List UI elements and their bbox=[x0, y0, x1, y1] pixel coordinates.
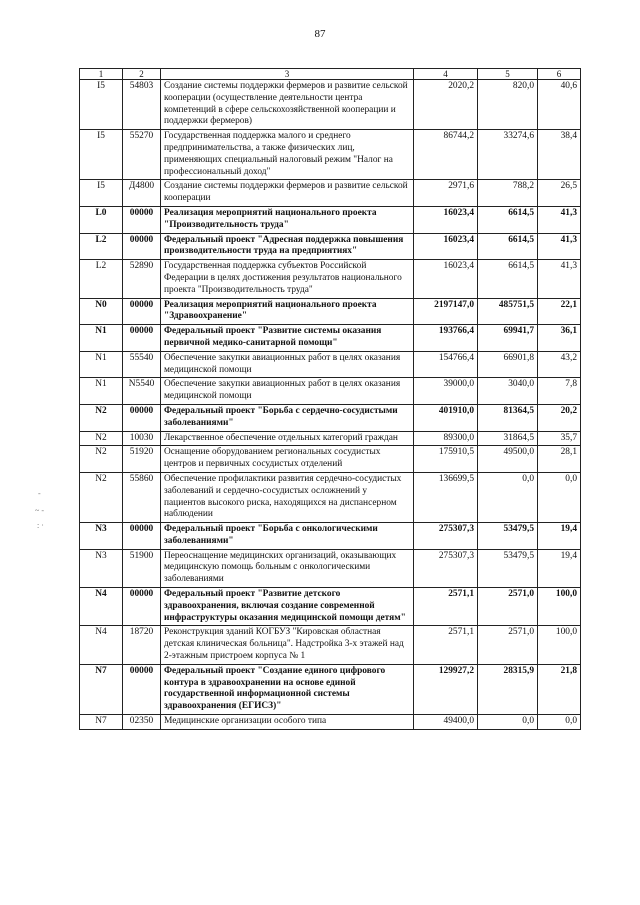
percent-cell: 7,8 bbox=[538, 378, 581, 405]
executed-amount-cell: 31864,5 bbox=[478, 431, 538, 446]
table-row bbox=[80, 378, 581, 405]
description-cell: Лекарственное обеспечение отдельных категорий граждан bbox=[161, 431, 414, 446]
budget-table bbox=[79, 68, 581, 730]
description-cell: Федеральный проект "Борьба с онкологическими заболеваниями" bbox=[161, 523, 414, 550]
table-row bbox=[80, 404, 581, 431]
program-code-cell: N3 bbox=[80, 549, 123, 587]
table-row bbox=[80, 626, 581, 664]
expense-code-cell: 00000 bbox=[123, 523, 161, 550]
description-cell: Переоснащение медицинских организаций, оказывающих медицинскую помощь больным с онкологическими заболеваниями bbox=[161, 549, 414, 587]
planned-amount-cell: 136699,5 bbox=[414, 472, 478, 522]
description-cell: Реконструкция зданий КОГБУЗ "Кировская областная детская клиническая больница". Надстройка 3-х этажей над 2-этажным пристроем корпуса № 1 bbox=[161, 626, 414, 664]
column-header-2: 2 bbox=[123, 69, 161, 80]
program-code-cell: N1 bbox=[80, 378, 123, 405]
column-header-4: 4 bbox=[414, 69, 478, 80]
percent-cell: 43,2 bbox=[538, 351, 581, 378]
executed-amount-cell: 33274,6 bbox=[478, 130, 538, 180]
expense-code-cell: 10030 bbox=[123, 431, 161, 446]
program-code-cell: I5 bbox=[80, 130, 123, 180]
executed-amount-cell: 69941,7 bbox=[478, 325, 538, 352]
expense-code-cell: 55540 bbox=[123, 351, 161, 378]
percent-cell: 20,2 bbox=[538, 404, 581, 431]
percent-cell: 35,7 bbox=[538, 431, 581, 446]
executed-amount-cell: 2571,0 bbox=[478, 588, 538, 626]
table-row bbox=[80, 588, 581, 626]
description-cell: Федеральный проект "Создание единого цифрового контура в здравоохранении на основе единой государственной информационной системы здравоохранения (ЕГИСЗ)" bbox=[161, 664, 414, 714]
program-code-cell: N2 bbox=[80, 404, 123, 431]
page-number: 87 bbox=[314, 28, 326, 40]
expense-code-cell: 52890 bbox=[123, 260, 161, 298]
percent-cell: 26,5 bbox=[538, 180, 581, 207]
percent-cell: 100,0 bbox=[538, 588, 581, 626]
percent-cell: 19,4 bbox=[538, 549, 581, 587]
table-row bbox=[80, 180, 581, 207]
expense-code-cell: 02350 bbox=[123, 715, 161, 730]
column-header-6: 6 bbox=[538, 69, 581, 80]
expense-code-cell: Д4800 bbox=[123, 180, 161, 207]
description-cell: Государственная поддержка субъектов Российской Федерации в целях достижения результатов национального проекта "Производительность труда" bbox=[161, 260, 414, 298]
percent-cell: 36,1 bbox=[538, 325, 581, 352]
executed-amount-cell: 53479,5 bbox=[478, 523, 538, 550]
percent-cell: 40,6 bbox=[538, 80, 581, 130]
description-cell: Создание системы поддержки фермеров и развитие сельской кооперации bbox=[161, 180, 414, 207]
expense-code-cell: 51920 bbox=[123, 446, 161, 473]
planned-amount-cell: 275307,3 bbox=[414, 549, 478, 587]
percent-cell: 22,1 bbox=[538, 298, 581, 325]
percent-cell: 100,0 bbox=[538, 626, 581, 664]
description-cell: Реализация мероприятий национального проекта "Здравоохранение" bbox=[161, 298, 414, 325]
percent-cell: 41,3 bbox=[538, 206, 581, 233]
expense-code-cell: 00000 bbox=[123, 404, 161, 431]
table-row bbox=[80, 351, 581, 378]
program-code-cell: N0 bbox=[80, 298, 123, 325]
executed-amount-cell: 6614,5 bbox=[478, 260, 538, 298]
program-code-cell: N3 bbox=[80, 523, 123, 550]
executed-amount-cell: 6614,5 bbox=[478, 206, 538, 233]
table-header-row bbox=[80, 69, 581, 80]
program-code-cell: I5 bbox=[80, 80, 123, 130]
table-row bbox=[80, 130, 581, 180]
expense-code-cell: 00000 bbox=[123, 588, 161, 626]
planned-amount-cell: 16023,4 bbox=[414, 260, 478, 298]
table-row bbox=[80, 523, 581, 550]
percent-cell: 0,0 bbox=[538, 715, 581, 730]
executed-amount-cell: 2571,0 bbox=[478, 626, 538, 664]
expense-code-cell: 00000 bbox=[123, 206, 161, 233]
program-code-cell: N2 bbox=[80, 472, 123, 522]
executed-amount-cell: 788,2 bbox=[478, 180, 538, 207]
program-code-cell: L0 bbox=[80, 206, 123, 233]
program-code-cell: N2 bbox=[80, 431, 123, 446]
percent-cell: 41,3 bbox=[538, 260, 581, 298]
planned-amount-cell: 2571,1 bbox=[414, 588, 478, 626]
executed-amount-cell: 820,0 bbox=[478, 80, 538, 130]
executed-amount-cell: 485751,5 bbox=[478, 298, 538, 325]
program-code-cell: N7 bbox=[80, 715, 123, 730]
program-code-cell: L2 bbox=[80, 233, 123, 260]
percent-cell: 21,8 bbox=[538, 664, 581, 714]
expense-code-cell: 00000 bbox=[123, 233, 161, 260]
expense-code-cell: 00000 bbox=[123, 325, 161, 352]
program-code-cell: N1 bbox=[80, 351, 123, 378]
planned-amount-cell: 154766,4 bbox=[414, 351, 478, 378]
description-cell: Обеспечение закупки авиационных работ в целях оказания медицинской помощи bbox=[161, 378, 414, 405]
percent-cell: 41,3 bbox=[538, 233, 581, 260]
table-row bbox=[80, 298, 581, 325]
planned-amount-cell: 16023,4 bbox=[414, 206, 478, 233]
executed-amount-cell: 0,0 bbox=[478, 472, 538, 522]
planned-amount-cell: 89300,0 bbox=[414, 431, 478, 446]
program-code-cell: N1 bbox=[80, 325, 123, 352]
description-cell: Оснащение оборудованием региональных сосудистых центров и первичных сосудистых отделений bbox=[161, 446, 414, 473]
expense-code-cell: 55860 bbox=[123, 472, 161, 522]
planned-amount-cell: 49400,0 bbox=[414, 715, 478, 730]
planned-amount-cell: 16023,4 bbox=[414, 233, 478, 260]
description-cell: Федеральный проект "Борьба с сердечно-сосудистыми заболеваниями" bbox=[161, 404, 414, 431]
table-row bbox=[80, 233, 581, 260]
executed-amount-cell: 0,0 bbox=[478, 715, 538, 730]
scan-mark: - bbox=[38, 489, 41, 498]
program-code-cell: N4 bbox=[80, 588, 123, 626]
executed-amount-cell: 53479,5 bbox=[478, 549, 538, 587]
column-header-3: 3 bbox=[161, 69, 414, 80]
percent-cell: 19,4 bbox=[538, 523, 581, 550]
program-code-cell: N7 bbox=[80, 664, 123, 714]
executed-amount-cell: 81364,5 bbox=[478, 404, 538, 431]
percent-cell: 38,4 bbox=[538, 130, 581, 180]
planned-amount-cell: 193766,4 bbox=[414, 325, 478, 352]
expense-code-cell: 00000 bbox=[123, 664, 161, 714]
description-cell: Федеральный проект "Развитие системы оказания первичной медико-санитарной помощи" bbox=[161, 325, 414, 352]
executed-amount-cell: 3040,0 bbox=[478, 378, 538, 405]
table-row bbox=[80, 664, 581, 714]
description-cell: Реализация мероприятий национального проекта "Производительность труда" bbox=[161, 206, 414, 233]
expense-code-cell: 51900 bbox=[123, 549, 161, 587]
table-body bbox=[80, 80, 581, 730]
table-row bbox=[80, 206, 581, 233]
table-row bbox=[80, 260, 581, 298]
table-row bbox=[80, 472, 581, 522]
description-cell: Медицинские организации особого типа bbox=[161, 715, 414, 730]
column-header-5: 5 bbox=[478, 69, 538, 80]
description-cell: Государственная поддержка малого и среднего предпринимательства, а также физических лиц, применяющих специальный налоговый режим "Налог на профессиональный доход" bbox=[161, 130, 414, 180]
planned-amount-cell: 275307,3 bbox=[414, 523, 478, 550]
table-row bbox=[80, 549, 581, 587]
planned-amount-cell: 2020,2 bbox=[414, 80, 478, 130]
planned-amount-cell: 2197147,0 bbox=[414, 298, 478, 325]
expense-code-cell: 54803 bbox=[123, 80, 161, 130]
planned-amount-cell: 39000,0 bbox=[414, 378, 478, 405]
percent-cell: 28,1 bbox=[538, 446, 581, 473]
program-code-cell: N4 bbox=[80, 626, 123, 664]
scan-mark: : · bbox=[37, 521, 44, 530]
description-cell: Федеральный проект "Адресная поддержка повышения производительности труда на предприятиях" bbox=[161, 233, 414, 260]
table-row bbox=[80, 431, 581, 446]
planned-amount-cell: 2971,6 bbox=[414, 180, 478, 207]
planned-amount-cell: 129927,2 bbox=[414, 664, 478, 714]
description-cell: Обеспечение закупки авиационных работ в целях оказания медицинской помощи bbox=[161, 351, 414, 378]
program-code-cell: I5 bbox=[80, 180, 123, 207]
program-code-cell: L2 bbox=[80, 260, 123, 298]
planned-amount-cell: 401910,0 bbox=[414, 404, 478, 431]
executed-amount-cell: 66901,8 bbox=[478, 351, 538, 378]
expense-code-cell: 55270 bbox=[123, 130, 161, 180]
description-cell: Создание системы поддержки фермеров и развитие сельской кооперации (осуществление деятельности центра компетенций в сфере сельскохозяйственной кооперации и поддержки фермеров) bbox=[161, 80, 414, 130]
table-row bbox=[80, 446, 581, 473]
program-code-cell: N2 bbox=[80, 446, 123, 473]
table-row bbox=[80, 325, 581, 352]
executed-amount-cell: 6614,5 bbox=[478, 233, 538, 260]
table-row bbox=[80, 80, 581, 130]
executed-amount-cell: 49500,0 bbox=[478, 446, 538, 473]
description-cell: Обеспечение профилактики развития сердечно-сосудистых заболеваний и сердечно-сосудистых осложнений у пациентов высокого риска, находящихся на диспансерном наблюдении bbox=[161, 472, 414, 522]
expense-code-cell: N5540 bbox=[123, 378, 161, 405]
executed-amount-cell: 28315,9 bbox=[478, 664, 538, 714]
scan-mark: ~ - bbox=[35, 506, 44, 515]
expense-code-cell: 18720 bbox=[123, 626, 161, 664]
planned-amount-cell: 86744,2 bbox=[414, 130, 478, 180]
expense-code-cell: 00000 bbox=[123, 298, 161, 325]
description-cell: Федеральный проект "Развитие детского здравоохранения, включая создание современной инфраструктуры оказания медицинской помощи детям" bbox=[161, 588, 414, 626]
percent-cell: 0,0 bbox=[538, 472, 581, 522]
planned-amount-cell: 175910,5 bbox=[414, 446, 478, 473]
table-row bbox=[80, 715, 581, 730]
planned-amount-cell: 2571,1 bbox=[414, 626, 478, 664]
column-header-1: 1 bbox=[80, 69, 123, 80]
